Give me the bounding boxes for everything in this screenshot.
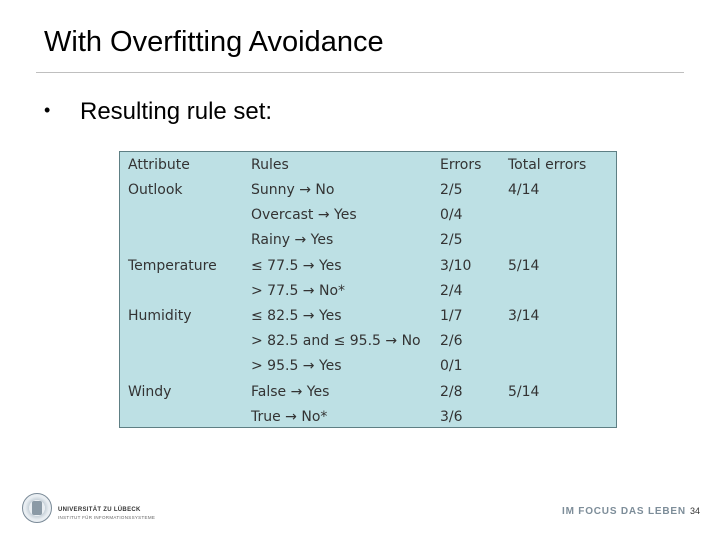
row-errors: 3/10 <box>440 257 472 274</box>
row-errors: 0/1 <box>440 358 463 375</box>
title-divider <box>36 72 684 73</box>
header-errors: Errors <box>440 157 482 173</box>
row-rule: Overcast → Yes <box>251 207 357 224</box>
row-rule: True → No* <box>251 408 328 425</box>
row-rule: > 77.5 → No* <box>251 282 346 299</box>
row-attribute: Temperature <box>128 257 217 274</box>
row-rule: Sunny → No <box>251 182 335 198</box>
row-errors: 0/4 <box>440 207 463 224</box>
row-rule: > 95.5 → Yes <box>251 358 342 375</box>
row-errors: 2/4 <box>440 282 463 299</box>
row-total-errors: 3/14 <box>508 308 540 324</box>
rule-set-table <box>119 151 617 428</box>
row-errors: 2/5 <box>440 232 463 249</box>
row-rule: > 82.5 and ≤ 95.5 → No <box>251 333 421 350</box>
row-attribute: Outlook <box>128 182 183 198</box>
page-number: 34 <box>690 506 701 516</box>
row-errors: 2/8 <box>440 383 463 400</box>
footer-slogan: IM FOCUS DAS LEBEN <box>562 506 686 517</box>
slide-footer <box>0 478 720 540</box>
row-total-errors: 4/14 <box>508 182 540 198</box>
bullet-marker: • <box>44 100 51 120</box>
row-attribute: Windy <box>128 383 172 400</box>
row-errors: 2/5 <box>440 182 463 198</box>
slide-title: With Overfitting Avoidance <box>44 26 384 58</box>
row-rule: ≤ 77.5 → Yes <box>251 257 342 274</box>
university-seal-icon <box>22 493 52 523</box>
university-name: UNIVERSITÄT ZU LÜBECK <box>58 507 141 513</box>
header-attribute: Attribute <box>128 157 190 173</box>
row-rule: Rainy → Yes <box>251 232 334 249</box>
row-rule: ≤ 82.5 → Yes <box>251 308 342 324</box>
header-total-errors: Total errors <box>508 157 587 173</box>
header-rules: Rules <box>251 157 289 173</box>
row-total-errors: 5/14 <box>508 257 540 274</box>
row-errors: 1/7 <box>440 308 463 324</box>
row-rule: False → Yes <box>251 383 330 400</box>
row-errors: 3/6 <box>440 408 463 425</box>
institute-name: INSTITUT FÜR INFORMATIONSSYSTEME <box>58 515 156 520</box>
row-errors: 2/6 <box>440 333 463 350</box>
row-total-errors: 5/14 <box>508 383 540 400</box>
bullet-text: Resulting rule set: <box>80 98 273 125</box>
row-attribute: Humidity <box>128 308 192 324</box>
